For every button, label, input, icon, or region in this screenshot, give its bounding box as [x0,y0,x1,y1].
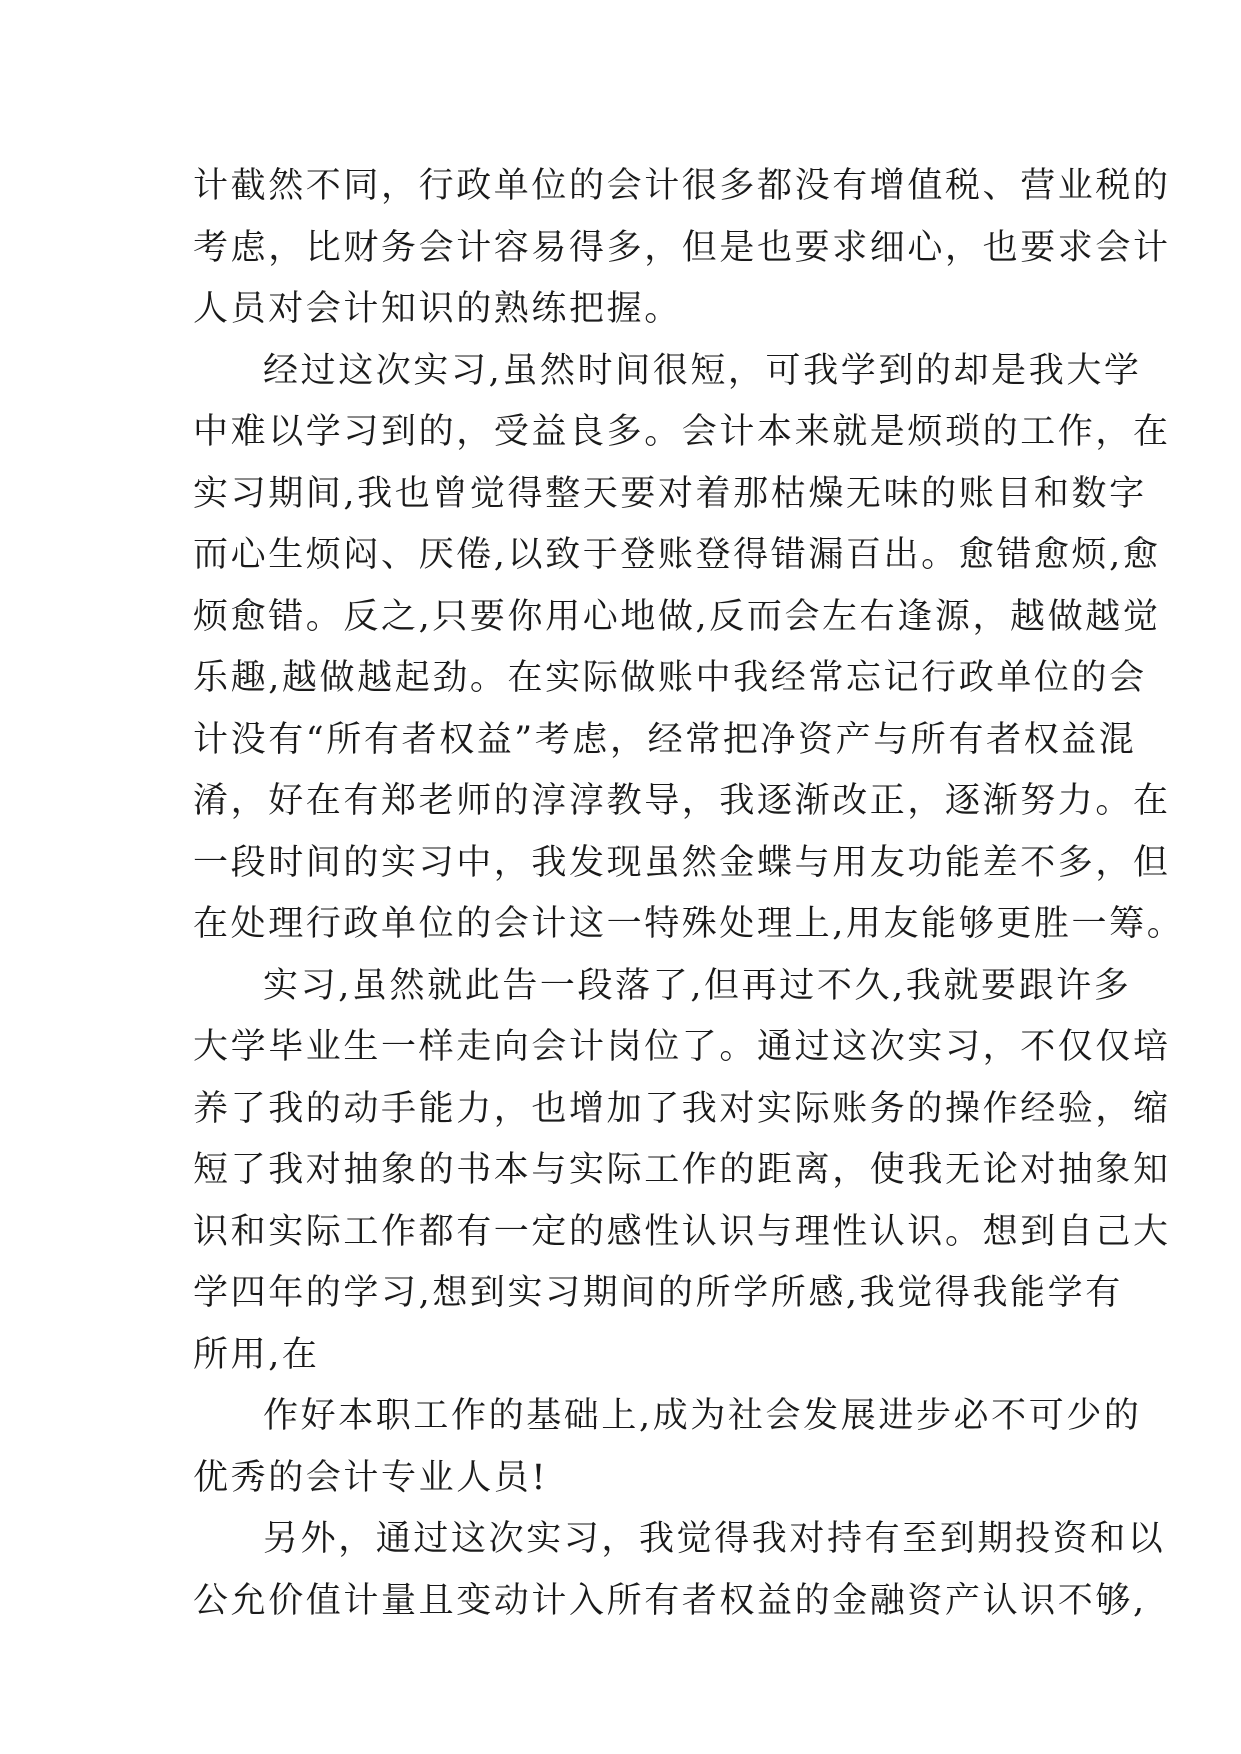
body-text [193,156,1185,1632]
text-line: 实习,虽然就此告一段落了,但再过不久,我就要跟许多 [263,965,1132,1006]
text-line: 另外，通过这次实习，我觉得我对持有至到期投资和以 [263,1519,1166,1559]
text-line: 淆，好在有郑老师的淳淳教导，我逐渐改正，逐渐努力。在 [193,781,1171,821]
text-line: 识和实际工作都有一定的感性认识与理性认识。想到自己大 [193,1211,1171,1252]
text-line: 而心生烦闷、厌倦,以致于登账登得错漏百出。愈错愈烦,愈 [193,535,1161,575]
text-line: 乐趣,越做越起劲。在实际做账中我经常忘记行政单位的会 [193,658,1147,698]
text-line: 实习期间,我也曾觉得整天要对着那枯燥无味的账目和数字 [193,473,1147,514]
text-line: 经过这次实习,虽然时间很短，可我学到的却是我大学 [263,350,1142,391]
text-line: 计没有“所有者权益”考虑，经常把净资产与所有者权益混 [193,719,1137,760]
text-line: 一段时间的实习中，我发现虽然金蝶与用友功能差不多，但 [193,842,1171,883]
text-line: 计截然不同，行政单位的会计很多都没有增值税、营业税的 [193,166,1171,206]
text-line: 大学毕业生一样走向会计岗位了。通过这次实习，不仅仅培 [193,1027,1171,1067]
text-line: 短了我对抽象的书本与实际工作的距离，使我无论对抽象知 [193,1150,1171,1190]
text-line: 所用,在 [193,1334,320,1375]
text-line: 烦愈错。反之,只要你用心地做,反而会左右逢源，越做越觉 [193,596,1161,637]
text-line: 养了我的动手能力，也增加了我对实际账务的操作经验，缩 [193,1088,1171,1129]
text-line: 人员对会计知识的熟练把握。 [193,289,682,329]
text-line: 公允价值计量且变动计入所有者权益的金融资产认识不够, [193,1580,1147,1621]
text-line: 学四年的学习,想到实习期间的所学所感,我觉得我能学有 [193,1273,1123,1313]
text-line: 作好本职工作的基础上,成为社会发展进步必不可少的 [263,1396,1142,1436]
text-line: 在处理行政单位的会计这一特殊处理上,用友能够更胜一筹。 [193,904,1185,944]
text-line: 中难以学习到的，受益良多。会计本来就是烦琐的工作，在 [193,412,1171,452]
text-line: 考虑，比财务会计容易得多，但是也要求细心，也要求会计 [193,227,1171,268]
text-line: 优秀的会计专业人员! [193,1457,549,1498]
